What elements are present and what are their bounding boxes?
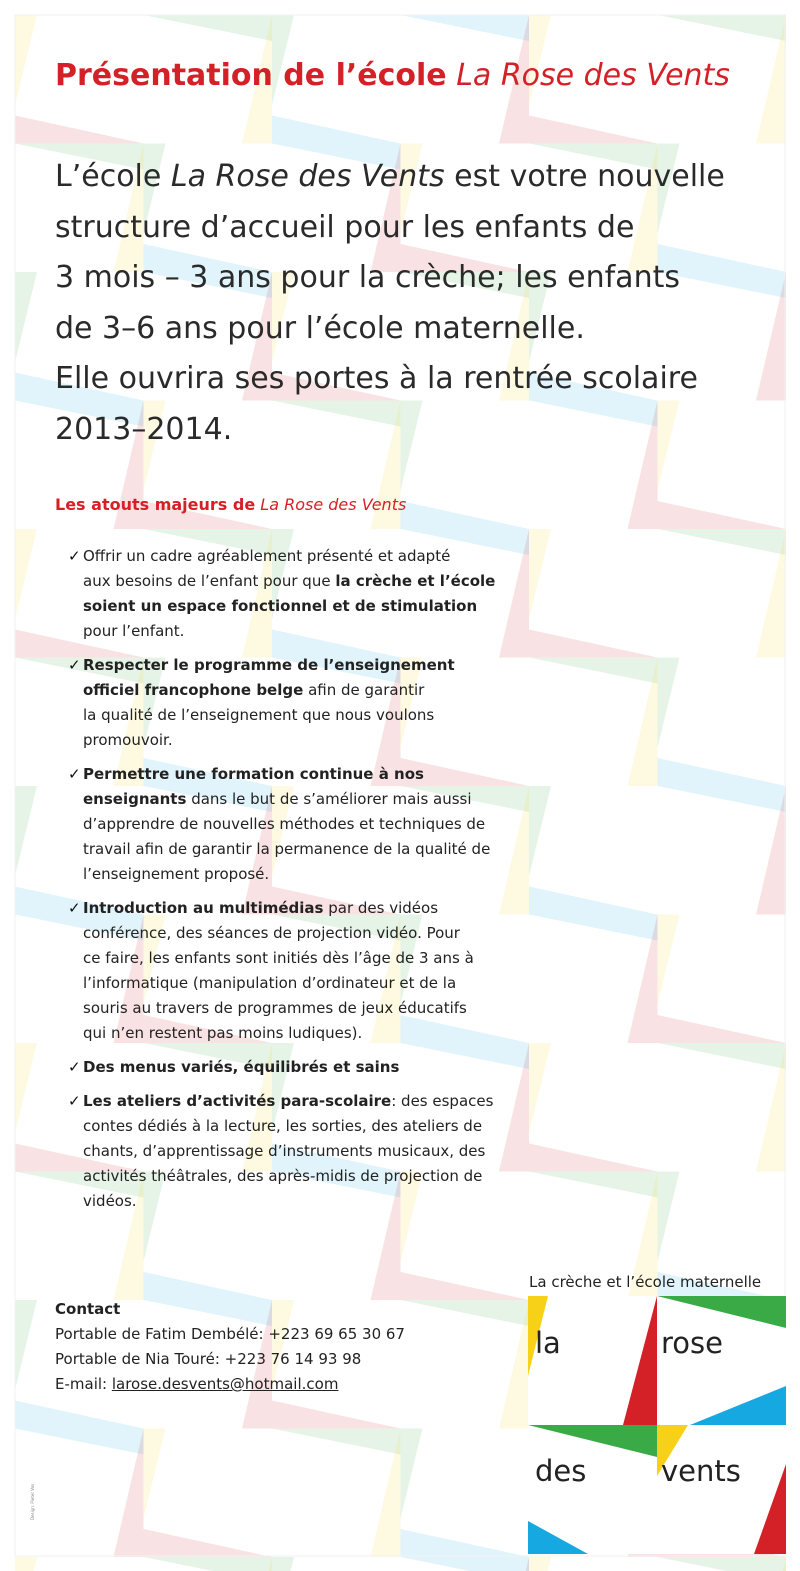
title-school-name: La Rose des Vents	[456, 58, 730, 93]
atouts-heading-school-name: La Rose des Vents	[260, 495, 407, 514]
logo-graphic	[528, 1296, 786, 1554]
contact-block	[55, 1297, 515, 1397]
checkmark-icon: ✓	[68, 1058, 81, 1076]
feature-menus	[68, 1055, 538, 1080]
feature-line: activités théâtrales, des après-midis de projection de	[83, 1167, 483, 1185]
school-logo	[528, 1296, 786, 1554]
intro-line: structure d’accueil pour les enfants de	[55, 209, 635, 245]
page-title	[55, 56, 775, 96]
feature-highlight: Des menus variés, équilibrés et sains	[83, 1058, 400, 1076]
feature-line: souris au travers de programmes de jeux éducatifs	[83, 999, 467, 1017]
feature-line	[83, 569, 538, 594]
checkmark-icon: ✓	[68, 547, 81, 565]
feature-highlight: soient un espace fonctionnel et de stimulation	[83, 597, 478, 615]
design-credit: Design: Pieter Vos	[30, 1483, 35, 1520]
email-link[interactable]: larose.desvents@hotmail.com	[111, 1375, 339, 1393]
intro-text: est votre nouvelle	[444, 159, 725, 194]
atouts-heading	[55, 494, 555, 516]
feature-text: par des vidéos	[323, 899, 439, 917]
feature-highlight: enseignants	[83, 790, 187, 808]
feature-text: aux besoins de l’enfant pour que	[83, 572, 336, 590]
intro-school-name: La Rose des Vents	[170, 159, 445, 194]
logo-word-la: la	[535, 1326, 561, 1360]
feature-highlight: la crèche et l’école	[335, 572, 496, 590]
checkmark-icon: ✓	[68, 765, 81, 783]
phone-nia: Portable de Nia Touré: +223 76 14 93 98	[55, 1350, 362, 1368]
feature-line: ce faire, les enfants sont initiés dès l’âge de 3 ans à	[83, 949, 474, 967]
feature-programme	[68, 653, 538, 753]
feature-line: l’informatique (manipulation d’ordinateur et de la	[83, 974, 457, 992]
feature-line: qui n’en restent pas moins ludiques).	[83, 1024, 363, 1042]
intro-line: Elle ouvrira ses portes à la rentrée scolaire	[55, 361, 698, 396]
feature-multimedia	[68, 896, 538, 1046]
feature-highlight: officiel francophone belge	[83, 681, 304, 699]
feature-highlight: Introduction au multimédias	[83, 899, 324, 917]
feature-line	[83, 787, 538, 812]
feature-highlight: Permettre une formation continue à nos	[83, 765, 424, 783]
feature-line	[83, 678, 538, 703]
feature-formation	[68, 762, 538, 887]
feature-line	[83, 1089, 538, 1114]
feature-line: d’apprendre de nouvelles méthodes et techniques de	[83, 815, 486, 833]
logo-word-des: des	[535, 1454, 587, 1488]
phone-fatim: Portable de Fatim Dembélé: +223 69 65 30 67	[55, 1325, 405, 1343]
feature-text: : des espaces	[391, 1092, 494, 1110]
feature-ateliers	[68, 1089, 538, 1214]
title-bold: Présentation de l’école	[55, 58, 447, 93]
feature-line	[83, 896, 538, 921]
feature-line: l’enseignement proposé.	[83, 865, 270, 883]
logo-word-rose: rose	[661, 1326, 723, 1360]
logo-word-vents: vents	[661, 1454, 741, 1488]
intro-paragraph	[55, 152, 775, 455]
feature-line: Offrir un cadre agréablement présenté et adapté	[83, 547, 451, 565]
feature-line	[83, 762, 538, 787]
checkmark-icon: ✓	[68, 656, 81, 674]
feature-text: dans le but de s’améliorer mais aussi	[186, 790, 472, 808]
feature-highlight: Respecter le programme de l’enseignement	[83, 656, 455, 674]
feature-line	[83, 653, 538, 678]
atouts-heading-bold: Les atouts majeurs de	[55, 495, 256, 514]
checkmark-icon: ✓	[68, 899, 81, 917]
feature-line	[83, 594, 538, 619]
feature-line: pour l’enfant.	[83, 622, 185, 640]
contact-heading: Contact	[55, 1300, 121, 1318]
feature-line: la qualité de l’enseignement que nous voulons	[83, 706, 435, 724]
feature-highlight: Les ateliers d’activités para-scolaire	[83, 1092, 392, 1110]
tagline: La crèche et l’école maternelle	[529, 1273, 762, 1291]
feature-line: vidéos.	[83, 1192, 137, 1210]
feature-line: travail afin de garantir la permanence de la qualité de	[83, 840, 491, 858]
intro-line: de 3–6 ans pour l’école maternelle.	[55, 310, 585, 346]
feature-line: promouvoir.	[83, 731, 173, 749]
intro-text: L’école	[55, 159, 171, 194]
feature-line: conférence, des séances de projection vidéo. Pour	[83, 924, 460, 942]
email-label: E-mail:	[55, 1375, 112, 1393]
checkmark-icon: ✓	[68, 1092, 81, 1110]
feature-line: chants, d’apprentissage d’instruments musicaux, des	[83, 1142, 486, 1160]
features-list	[68, 544, 538, 1223]
email-line	[55, 1372, 515, 1397]
feature-text: afin de garantir	[303, 681, 425, 699]
feature-line	[83, 1055, 538, 1080]
feature-line: contes dédiés à la lecture, les sorties, des ateliers de	[83, 1117, 483, 1135]
intro-line: 3 mois – 3 ans pour la crèche; les enfants	[55, 260, 680, 295]
intro-line: 2013–2014.	[55, 411, 233, 447]
feature-cadre	[68, 544, 538, 644]
